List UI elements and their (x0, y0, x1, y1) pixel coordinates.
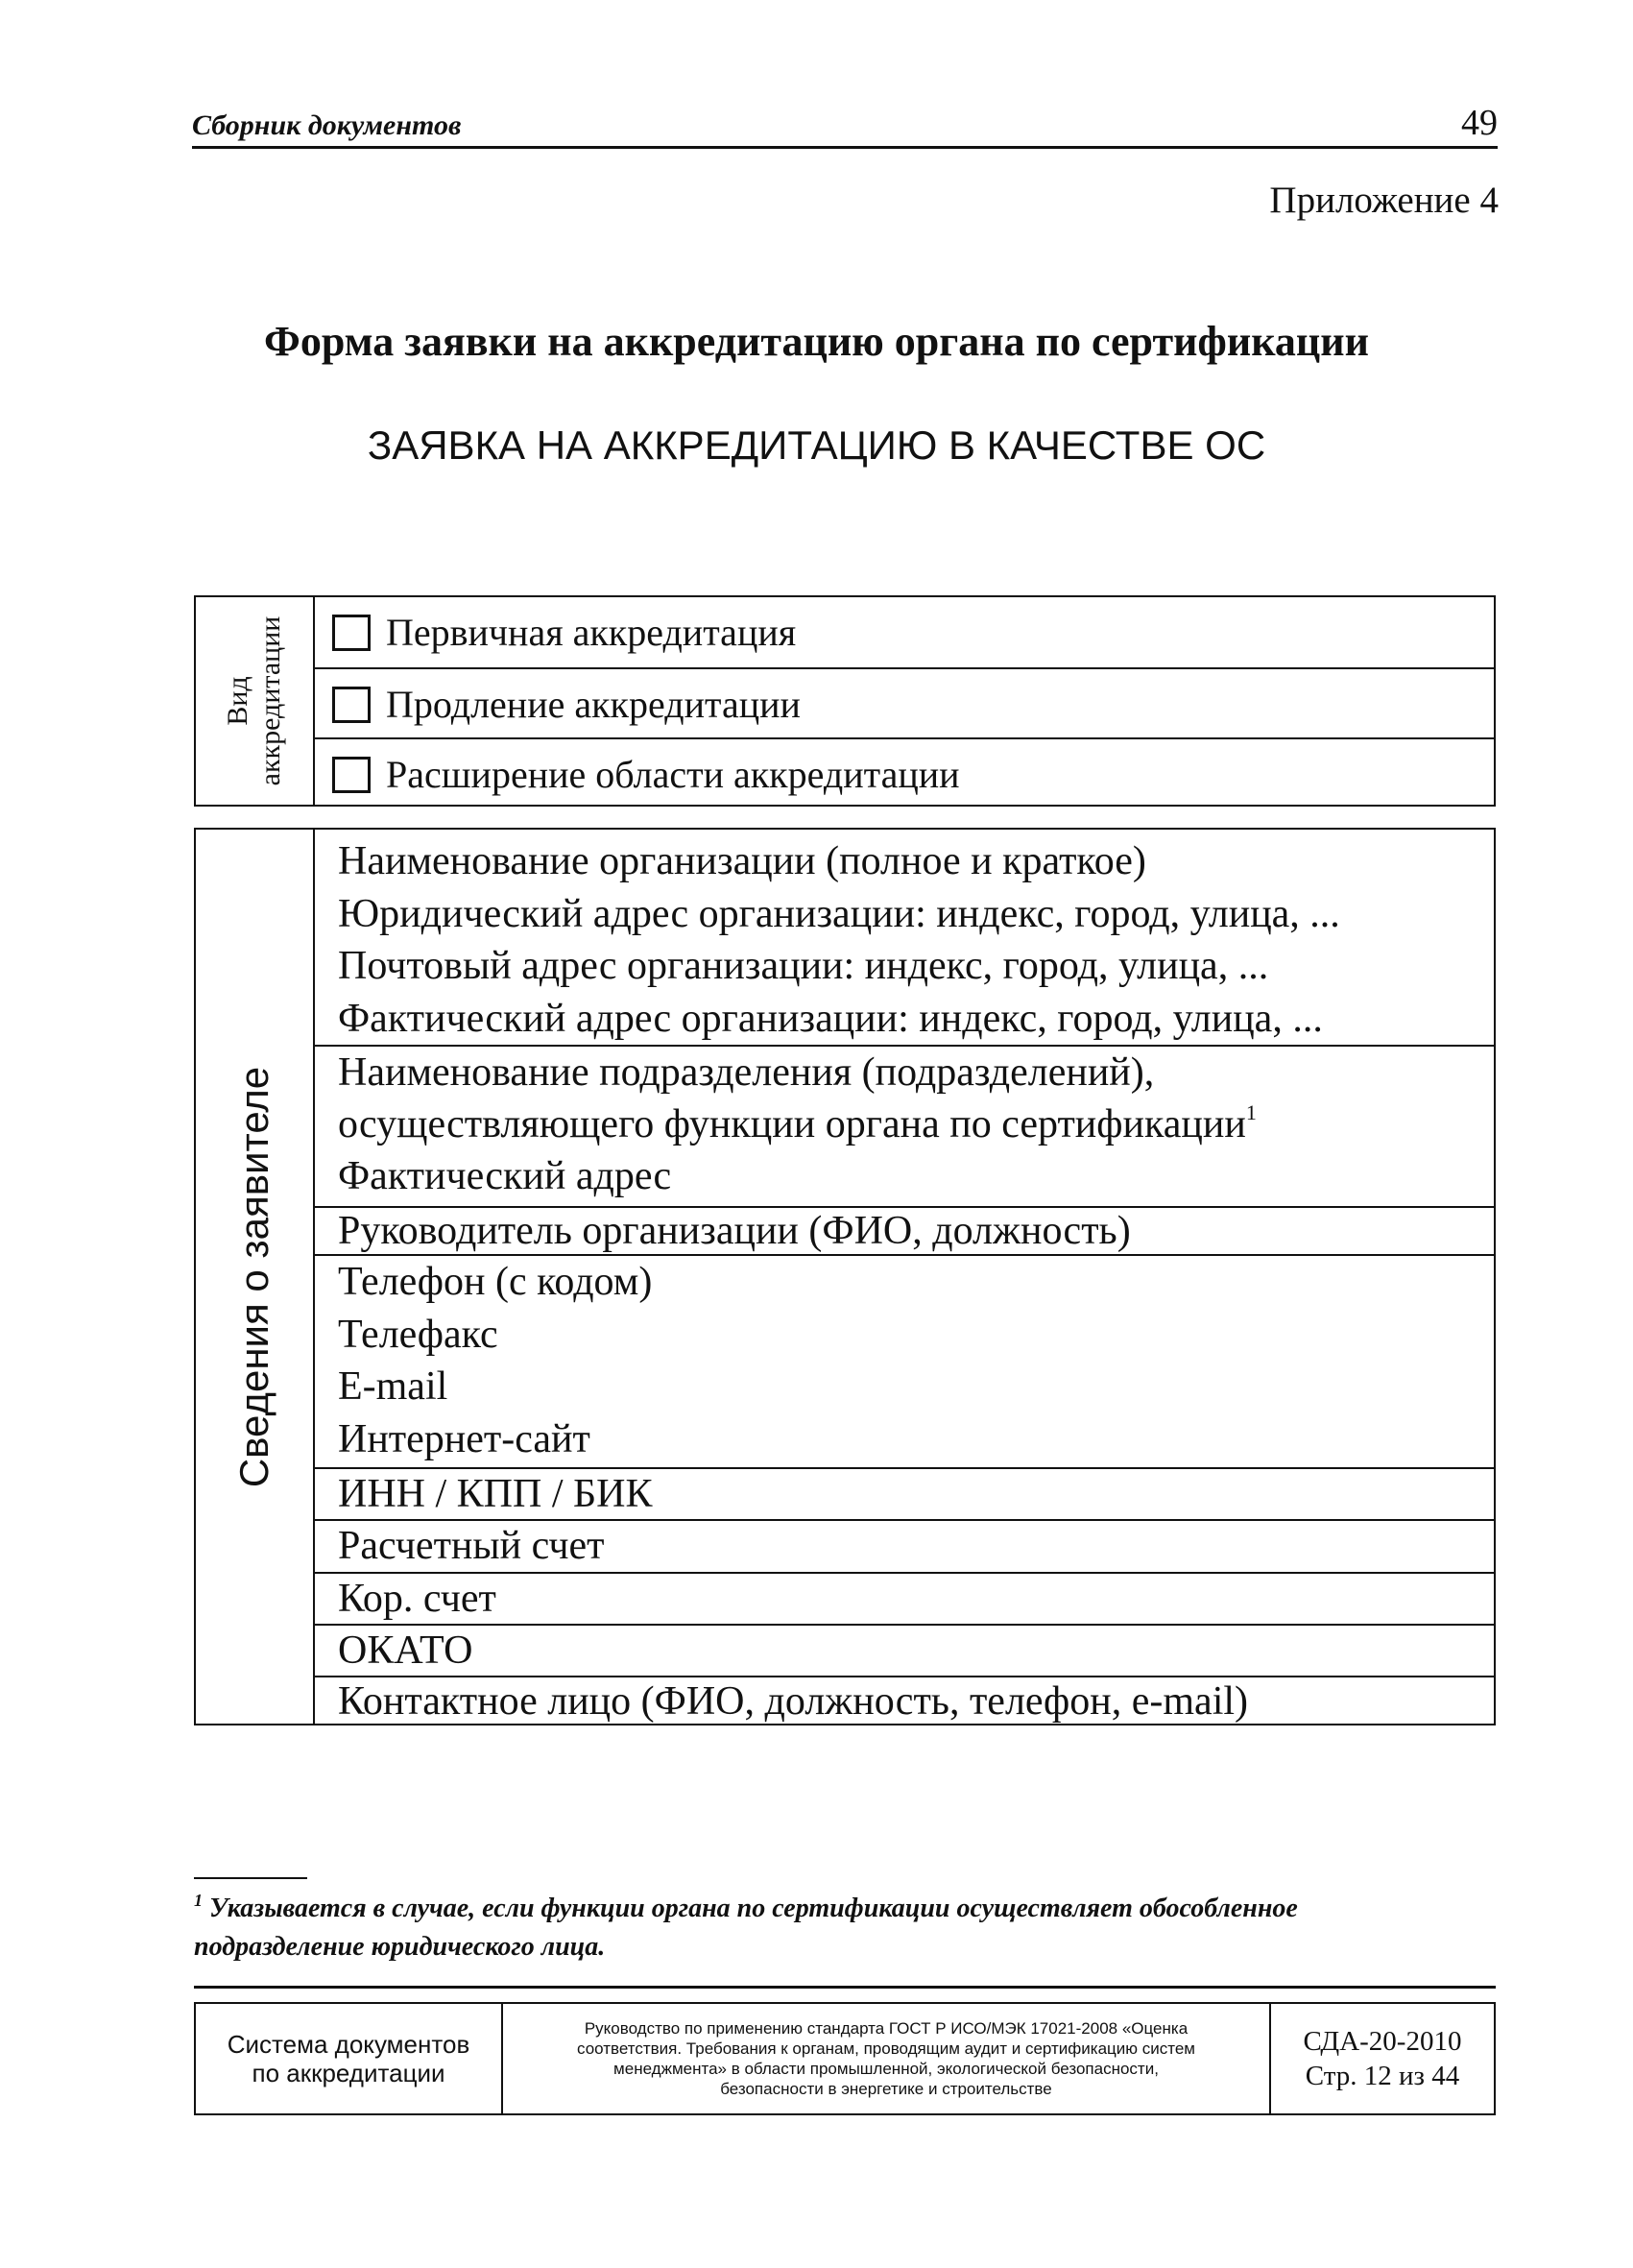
footer-rule (194, 1986, 1496, 1989)
page-number: 49 (1461, 103, 1498, 143)
option-row-renewal[interactable] (315, 667, 1494, 739)
footnote-mark: 1 (1245, 1100, 1257, 1124)
footnote-number: 1 (194, 1891, 203, 1910)
checkbox-primary-accreditation[interactable] (332, 615, 371, 651)
footnote-rule (194, 1877, 307, 1879)
doc-code: СДА-20-2010 (1303, 2026, 1462, 2057)
inn-row (315, 1467, 1494, 1519)
page-info: Стр. 12 из 44 (1305, 2061, 1460, 2091)
account-field: Расчетный счет (338, 1524, 605, 1568)
okato-field: ОКАТО (338, 1629, 473, 1673)
form-title: Форма заявки на аккредитацию органа по сертификации (264, 318, 1369, 365)
applicant-side-cell (196, 830, 315, 1724)
footer-system-cell: Система документов по аккредитации (196, 2004, 503, 2113)
footnote: $^1$ Указывается в случае, если функции органа по сертификации осуществляет обособленное подразделение юридического лица. (194, 1891, 1298, 1962)
accreditation-type-side-label: Вид аккредитации (222, 615, 286, 786)
accreditation-type-options (315, 597, 1494, 805)
option-label-renewal: Продление аккредитации (386, 683, 801, 726)
division-function-field: осуществляющего функции органа по сертификации$^1$ (338, 1100, 1257, 1146)
legal-address-field: Юридический адрес организации: индекс, город, улица, ... (338, 891, 1340, 936)
option-label-extension: Расширение области аккредитации (386, 753, 960, 796)
inn-kpp-bik-field: ИНН / КПП / БИК (338, 1472, 653, 1516)
phone-field: Телефон (с кодом) (338, 1260, 653, 1304)
checkbox-scope-extension[interactable] (332, 757, 371, 793)
running-title: Сборник документов (192, 109, 462, 141)
postal-address-field: Почтовый адрес организации: индекс, город, улица, ... (338, 944, 1269, 988)
option-label-primary: Первичная аккредитация (386, 611, 797, 654)
head-row (315, 1206, 1494, 1254)
contacts-row (315, 1254, 1494, 1467)
corr-account-row (315, 1572, 1494, 1624)
applicant-details-table (194, 828, 1496, 1725)
organization-address-row (315, 835, 1494, 1045)
appendix-label: Приложение 4 (1269, 180, 1499, 221)
contact-person-row (315, 1676, 1494, 1725)
footer-guide-cell: Руководство по применению стандарта ГОСТ Р ИСО/МЭК 17021-2008 «Оценка соответствия. Требования к органам, проводящим аудит и сертификацию систем менеджмента» в области промышленной, экологической безопасности, безопасности в энергетике и строительстве (503, 2004, 1271, 2113)
option-row-primary[interactable] (315, 597, 1494, 667)
form-subtitle: ЗАЯВКА НА АККРЕДИТАЦИЮ В КАЧЕСТВЕ ОС (367, 422, 1266, 468)
applicant-fields (315, 830, 1494, 1724)
option-row-extension[interactable] (315, 737, 1494, 809)
footer-code-cell (1271, 2004, 1494, 2113)
fax-field: Телефакс (338, 1312, 498, 1357)
accreditation-type-table (194, 595, 1496, 807)
checkbox-renewal-accreditation[interactable] (332, 687, 371, 723)
division-address-field: Фактический адрес (338, 1154, 672, 1198)
corr-account-field: Кор. счет (338, 1577, 496, 1621)
website-field: Интернет-сайт (338, 1416, 590, 1461)
actual-address-field: Фактический адрес организации: индекс, город, улица, ... (338, 996, 1323, 1041)
account-row (315, 1519, 1494, 1572)
applicant-side-label: Сведения о заявителе (231, 1066, 276, 1487)
contact-person-field: Контактное лицо (ФИО, должность, телефон, e-mail) (338, 1679, 1249, 1724)
running-header (192, 104, 1498, 149)
division-row (315, 1045, 1494, 1206)
email-field: E-mail (338, 1364, 448, 1409)
okato-row (315, 1624, 1494, 1676)
org-name-field: Наименование организации (полное и краткое) (338, 839, 1146, 883)
accreditation-type-side-cell (196, 597, 315, 805)
division-name-field: Наименование подразделения (подразделений), (338, 1050, 1155, 1095)
document-footer (194, 2002, 1496, 2115)
head-field: Руководитель организации (ФИО, должность) (338, 1209, 1131, 1253)
